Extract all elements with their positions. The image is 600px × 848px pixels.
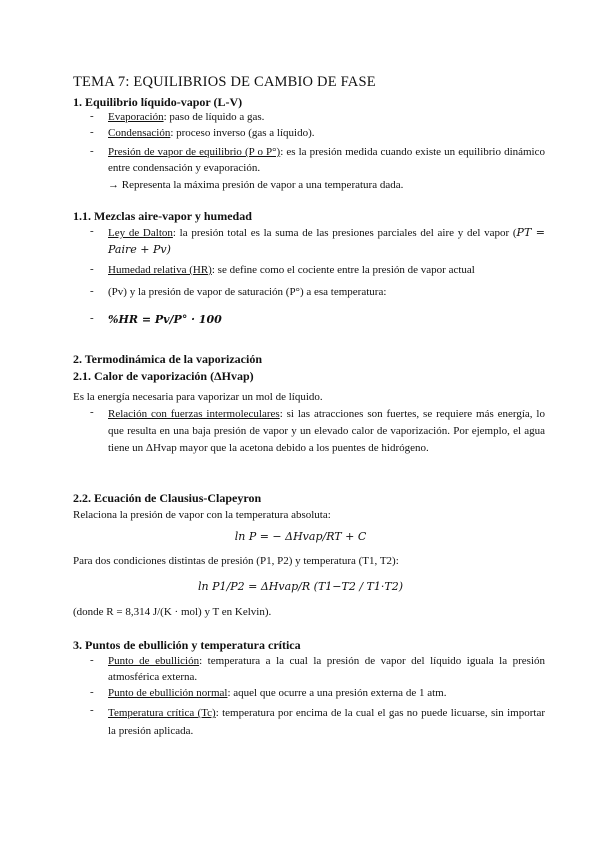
hr-formula: %HR = Pv/P° · 100 (108, 313, 222, 326)
paragraph: Para dos condiciones distintas de presión (P1, P2) y temperatura (T1, T2): (73, 555, 399, 567)
section-3-heading: 3. Puntos de ebullición y temperatura crítica (73, 638, 301, 652)
paragraph: Relaciona la presión de vapor con la temperatura absoluta: (73, 509, 331, 521)
term: Presión de vapor de equilibrio (P o P°) (108, 146, 281, 158)
paragraph: Es la energía necesaria para vaporizar un mol de líquido. (73, 391, 323, 403)
section-2-heading: 2. Termodinámica de la vaporización (73, 352, 262, 366)
term: Ley de Dalton (108, 227, 173, 239)
term: Temperatura crítica (Tc) (108, 707, 216, 719)
term: Punto de ebullición (108, 655, 200, 667)
section-2-2-heading: 2.2. Ecuación de Clausius-Clapeyron (73, 491, 262, 505)
paragraph: (donde R = 8,314 J/(K · mol) y T en Kelvin). (73, 606, 272, 618)
term: Punto de ebullición normal (108, 687, 228, 699)
term: Relación con fuerzas intermoleculares (108, 408, 280, 420)
equation-1: ln P = − ΔHvap/RT + C (234, 530, 367, 543)
section-2-1-heading: 2.1. Calor de vaporización (ΔHvap) (73, 369, 254, 383)
term: Humedad relativa (HR) (108, 264, 212, 276)
document-page: TEMA 7: EQUILIBRIOS DE CAMBIO DE FASE 1. Equilibrio líquido-vapor (L-V) - Evaporación: paso de líquido a gas. - Condensación: proceso inverso (gas a líquido). - Presión de vapor de equilibrio (P o P°): es la presión medida cuando existe un equilibrio dinámico entre condensación y evaporación. → Representa la máxima presión de vapor a una temperatura dada. 1.1. Mezclas aire-vapor y humedad - Ley de Dalton: la presión total es la suma de las presiones parciales del aire y del vapor (PT = Paire + Pv) - Humedad relativa (HR): se define como el cociente entre la presión de vapor actual - (Pv) y la presión de vapor de saturación (P°) a esa temperatura: - %HR = Pv/P° · 100 2. Termodinámica de la vaporización 2.1. Calor de vaporización (ΔHvap) Es la energía necesaria para vaporizar un mol de líquido. - Relación con fuerzas intermoleculares: si las atracciones son fuertes, se requiere más energía, lo que resulta en una baja presión de vapor y un elevado calor de vaporización. Por ejemplo, el agua tiene un ΔHvap mayor que la acetona debido a los puentes de hidrógeno. 2.2. Ecuación de Clausius-Clapeyron Relaciona la presión de vapor con la temperatura absoluta: ln P = − ΔHvap/RT + C Para dos condiciones distintas de presión (P1, P2) y temperatura (T1, T2): ln P1/P2 = ΔHvap/R (T1−T2 / T1·T2) (donde R = 8,314 J/(K · mol) y T en Kelvin). 3. Puntos de ebullición y temperatura crítica - Punto de ebullición: temperatura a la cual la presión de vapor del líquido iguala la presión atmosférica externa. - Punto de ebullición normal: aquel que ocurre a una presión externa de 1 atm. - Temperatura crítica (Tc): temperatura por encima de la cual el gas no puede licuarse, sin importar la presión aplicada. (73, 74, 546, 737)
section-1-heading: 1. Equilibrio líquido-vapor (L-V) (73, 95, 243, 109)
dalton-formula: PT = Paire + Pv) (108, 226, 545, 256)
arrow-note: → Representa la máxima presión de vapor a una temperatura dada. (108, 179, 404, 191)
term: Condensación (108, 127, 171, 139)
section-1-1-heading: 1.1. Mezclas aire-vapor y humedad (73, 209, 252, 223)
equation-2: ln P1/P2 = ΔHvap/R (T1−T2 / T1·T2) (198, 580, 403, 593)
page-title: TEMA 7: EQUILIBRIOS DE CAMBIO DE FASE (73, 74, 376, 90)
term: Evaporación (108, 111, 164, 123)
